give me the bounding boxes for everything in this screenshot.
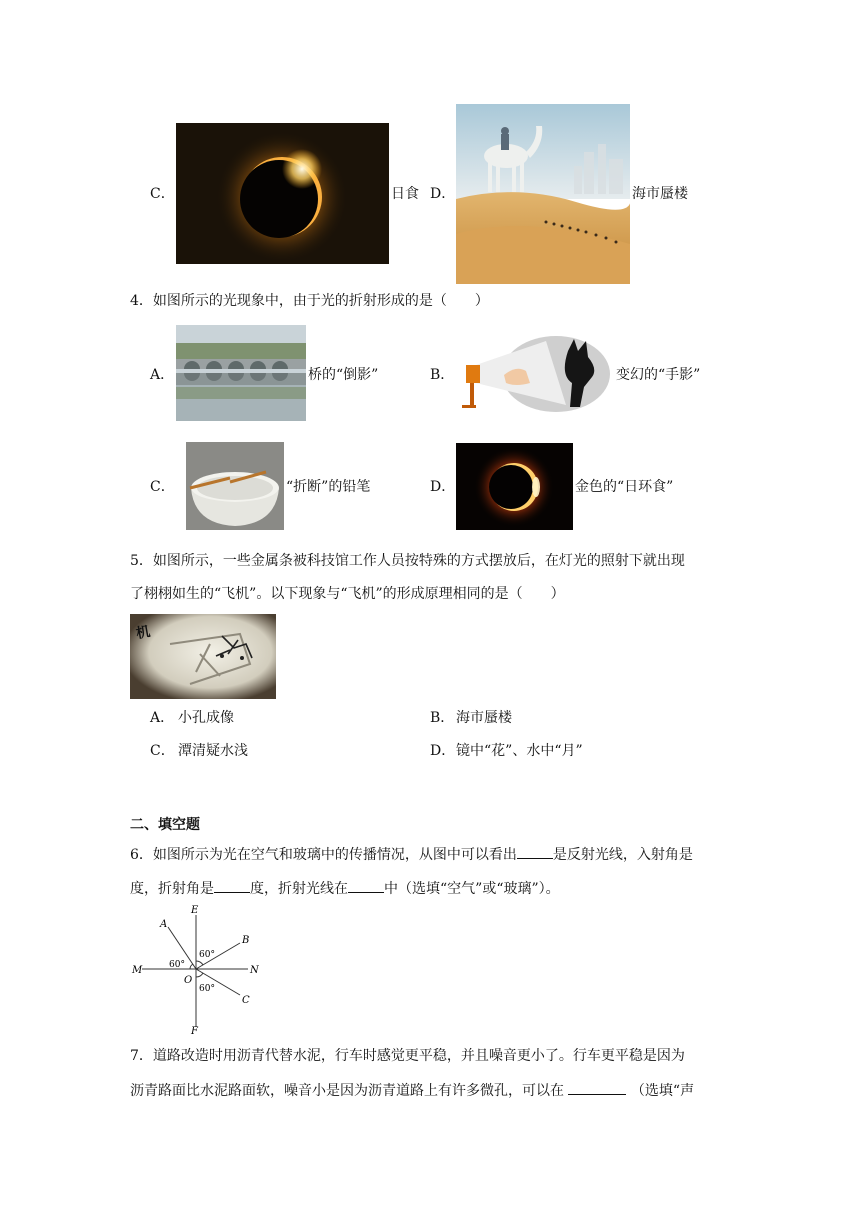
- q6-line1: [130, 844, 693, 865]
- light-refraction-diagram: [128, 903, 268, 1035]
- solar-eclipse-photo: [176, 123, 389, 264]
- q4-option-d-letter: D．: [430, 479, 456, 495]
- q6-blank-medium[interactable]: [348, 878, 384, 893]
- q5-option-b-letter: B．: [430, 710, 455, 726]
- q7-line2-part-b: （选填“声: [630, 1083, 695, 1099]
- q6-line2: [130, 878, 560, 899]
- q5-option-c-letter: C．: [150, 743, 175, 759]
- q4-option-d-text: 金色的“日环食”: [575, 479, 674, 495]
- angle-label-lower-right: 60°: [199, 984, 215, 994]
- q6-line1-part-a: 6．如图所示为光在空气和玻璃中的传播情况，从图中可以看出: [130, 847, 517, 863]
- label-n: N: [250, 965, 259, 976]
- q5-option-c-text: 潭清疑水浅: [178, 743, 248, 759]
- q4-option-c-text: “折断”的铅笔: [286, 479, 371, 495]
- section-title-fill-in-blank: 二、填空题: [130, 817, 200, 833]
- q5-option-a-letter: A．: [150, 710, 175, 726]
- label-c: C: [242, 995, 250, 1006]
- label-f: F: [191, 1026, 198, 1035]
- annular-eclipse-photo: [456, 443, 573, 530]
- label-e: E: [191, 905, 199, 916]
- q6-line1-part-b: 是反射光线，入射角是: [552, 847, 693, 863]
- q4-option-b-text: 变幻的“手影”: [616, 367, 701, 383]
- q4-option-b-letter: B．: [430, 367, 455, 383]
- angle-label-upper-right: 60°: [199, 950, 215, 960]
- q3-option-d-text: 海市蜃楼: [632, 186, 688, 202]
- q3-option-d-letter: D．: [430, 186, 456, 202]
- q4-option-a-letter: A．: [150, 367, 175, 383]
- q6-line2-part-a: 度，折射角是: [130, 881, 214, 897]
- q7-line2-part-a: 沥青路面比水泥路面软，噪音小是因为沥青道路上有许多微孔，可以在: [130, 1083, 564, 1099]
- bridge-reflection-photo: [176, 325, 306, 421]
- q6-line2-part-c: 中（选填“空气”或“玻璃”）。: [384, 881, 560, 897]
- q5-option-a-text: 小孔成像: [178, 710, 234, 726]
- label-b: B: [242, 935, 250, 946]
- label-a: A: [160, 919, 168, 930]
- q3-option-c-letter: C．: [150, 186, 175, 202]
- q3-option-c-text: 日食: [391, 186, 419, 202]
- q5-option-d-text: 镜中“花”、水中“月”: [456, 743, 583, 759]
- q5-stem-line1: 5．如图所示，一些金属条被科技馆工作人员按特殊的方式摆放后，在灯光的照射下就出现: [130, 553, 685, 569]
- desert-mirage-photo: [456, 104, 630, 284]
- bent-pencil-photo: [186, 442, 284, 530]
- q4-stem: 4．如图所示的光现象中，由于光的折射形成的是（ ）: [130, 293, 489, 309]
- q7-blank[interactable]: [568, 1080, 626, 1095]
- metal-airplane-shadow-photo: [130, 614, 276, 699]
- q7-line1: 7．道路改造时用沥青代替水泥，行车时感觉更平稳，并且噪音更小了。行车更平稳是因为: [130, 1048, 685, 1064]
- label-m: M: [132, 965, 143, 976]
- angle-label-left: 60°: [169, 960, 185, 970]
- q4-option-c-letter: C．: [150, 479, 175, 495]
- q5-stem-line2: 了栩栩如生的“飞机”。以下现象与“飞机”的形成原理相同的是（ ）: [130, 586, 565, 602]
- q6-blank-refraction-angle[interactable]: [214, 878, 250, 893]
- hand-shadow-photo: [456, 335, 610, 413]
- q7-line2: [130, 1080, 694, 1101]
- q5-option-b-text: 海市蜃楼: [456, 710, 512, 726]
- q5-option-d-letter: D．: [430, 743, 456, 759]
- photo-caption-text: 机: [134, 623, 152, 643]
- label-o: O: [184, 975, 193, 986]
- q4-option-a-text: 桥的“倒影”: [308, 367, 379, 383]
- q6-line2-part-b: 度，折射光线在: [250, 881, 348, 897]
- q6-blank-reflected-ray[interactable]: [517, 844, 553, 859]
